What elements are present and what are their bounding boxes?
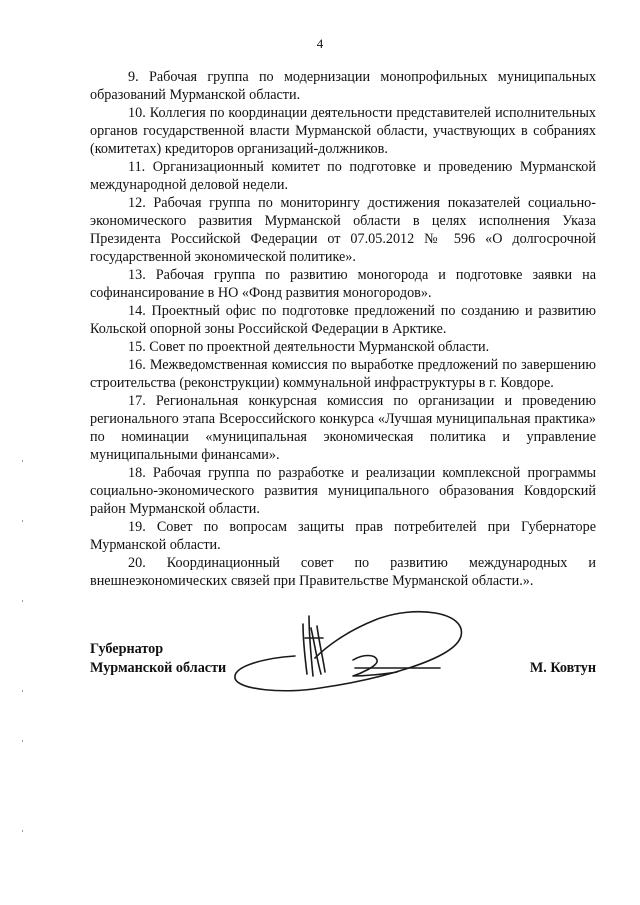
signatory-title-line1: Губернатор (90, 641, 164, 657)
signatory-title-line2: Мурманской области (90, 660, 227, 676)
list-item-20: 20. Координационный совет по развитию международных и внешнеэкономических связей при Правительстве Мурманской области.». (90, 555, 596, 589)
list-item-11: 11. Организационный комитет по подготовке и проведению Мурманской международной деловой недели. (90, 159, 596, 193)
list-item-18: 18. Рабочая группа по разработке и реализации комплексной программы социально-экономического развития муниципального образования Ковдорский район Мурманской области. (90, 465, 596, 517)
signatory-title (90, 640, 226, 678)
list-item-9: 9. Рабочая группа по модернизации монопрофильных муниципальных образований Мурманской области. (90, 69, 596, 103)
signatory-name: М. Ковтун (529, 660, 596, 676)
list-item-16: 16. Межведомственная комиссия по выработке предложений по завершению строительства (реконструкции) коммунальной инфраструктуры в г. Ковдоре. (90, 357, 596, 391)
list-item-14: 14. Проектный офис по подготовке предложений по созданию и развитию Кольской опорной зоны Российской Федерации в Арктике. (90, 303, 596, 337)
page-number: 4 (316, 36, 324, 51)
list-item-19: 19. Совет по вопросам защиты прав потребителей при Губернаторе Мурманской области. (90, 519, 596, 553)
document-body (90, 68, 596, 590)
handwritten-signature (225, 598, 475, 708)
list-item-12: 12. Рабочая группа по мониторингу достижения показателей социально-экономического развития Мурманской области в целях исполнения Указа Президента Российской Федерации от 07.05.2012 № 596 «О долгосрочной государственной экономической политике». (90, 195, 596, 265)
list-item-13: 13. Рабочая группа по развитию моногорода и подготовке заявки на софинансирование в НО «Фонд развития моногородов». (90, 267, 596, 301)
list-item-15: 15. Совет по проектной деятельности Мурманской области. (128, 339, 490, 355)
scan-edge-dots (22, 0, 24, 905)
list-item-10: 10. Коллегия по координации деятельности представителей исполнительных органов государственной власти Мурманской области, участвующих в собраниях (комитетах) кредиторов организаций-должников. (90, 105, 596, 157)
list-item-17: 17. Региональная конкурсная комиссия по организации и проведению регионального этапа Всероссийского конкурса «Лучшая муниципальная практика» по номинации «муниципальная экономическая политика и управление муниципальными финансами». (90, 393, 596, 463)
